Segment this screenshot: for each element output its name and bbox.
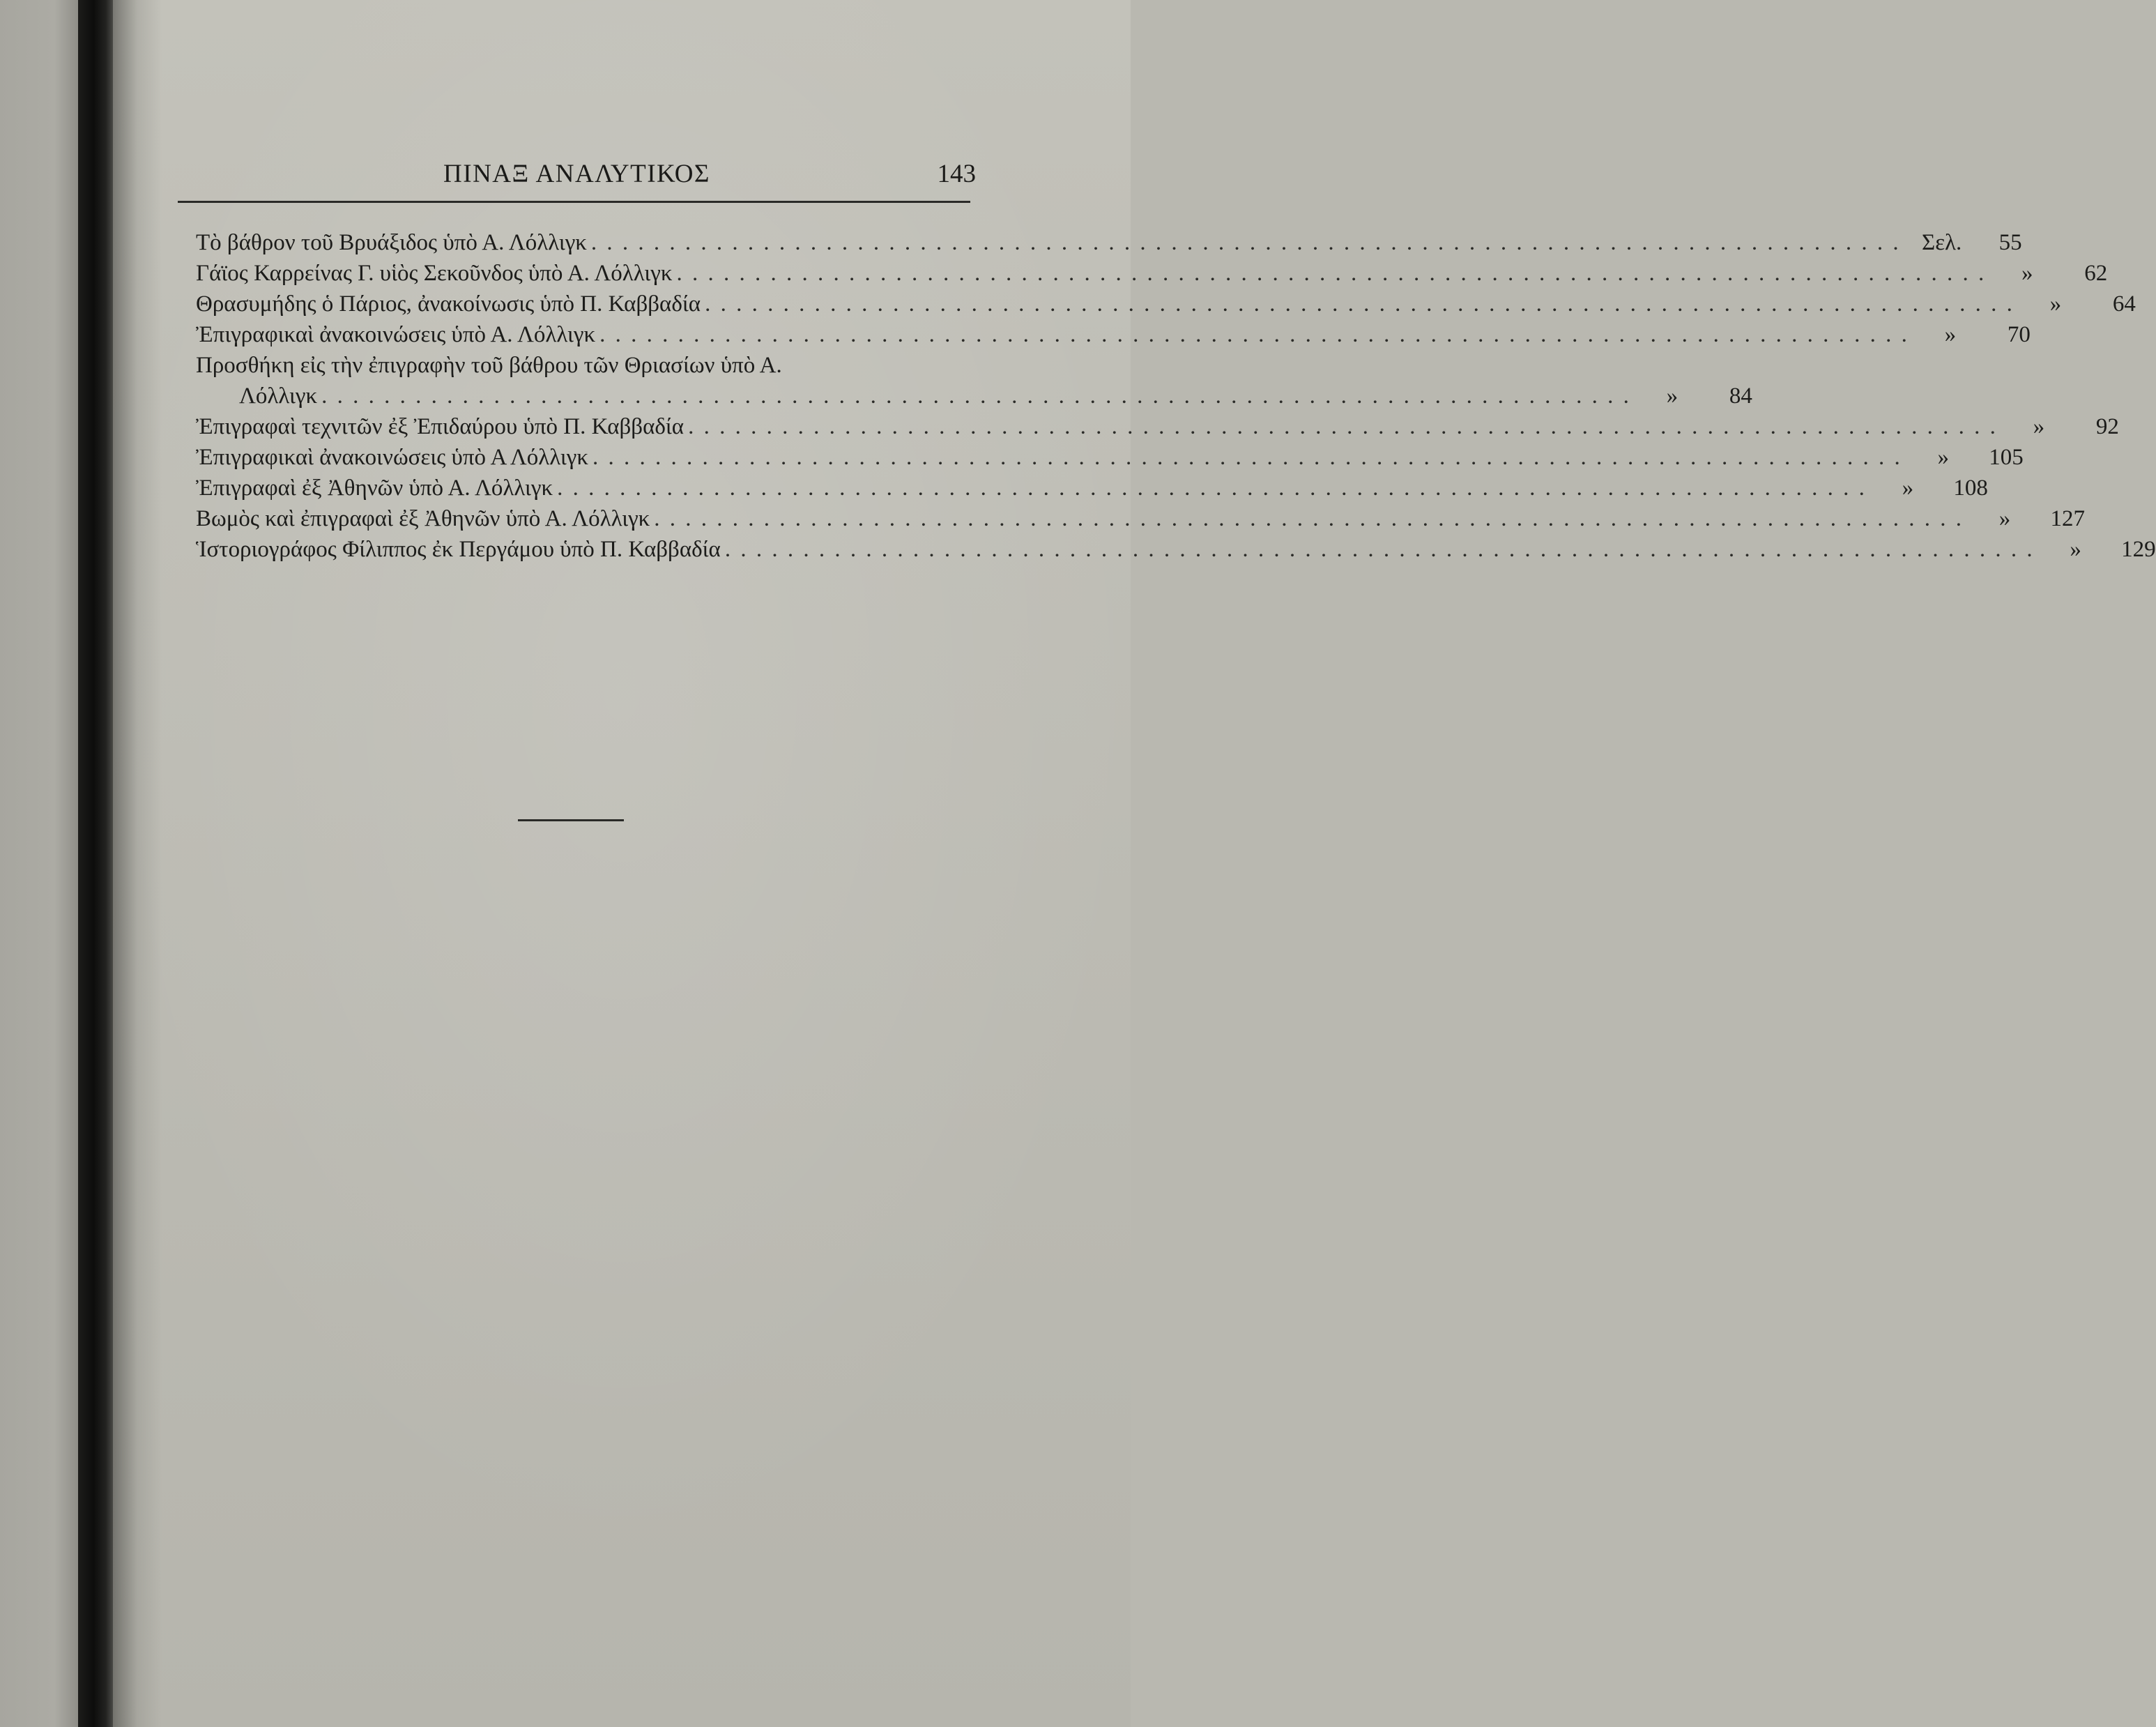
- toc-page-number: 92: [2095, 414, 2119, 439]
- toc-entry-line: [196, 258, 2108, 289]
- toc-entry-line: [196, 381, 1752, 411]
- toc-page-number: 70: [2007, 322, 2031, 347]
- toc-page-prefix: »: [1944, 322, 1957, 347]
- toc-entry-line: [196, 319, 2031, 350]
- toc-entry-title: Τὸ βάθρον τοῦ Βρυάξιδος ὑπὸ Α. Λόλλιγκ: [196, 230, 587, 255]
- toc-entry-title: Ἐπιγραφαὶ ἐξ Ἀθηνῶν ὑπὸ Α. Λόλλιγκ: [196, 476, 553, 501]
- dot-leader: . . . . . . . . . . . . . . . . . . . . . . . . . . . . . . . . . . . . . . . . . . . . . . . . . . . . . . . . . . . . . . . . . . . . . . . . . . . . . . . . . . . .: [592, 445, 1902, 470]
- toc-entry: [196, 227, 2022, 258]
- binding-gutter: [78, 0, 113, 1727]
- toc-page-number: 127: [2050, 506, 2086, 531]
- toc-page-prefix: »: [1937, 445, 1949, 470]
- running-head: [178, 159, 976, 194]
- dot-leader: . . . . . . . . . . . . . . . . . . . . . . . . . . . . . . . . . . . . . . . . . . . . . . . . . . . . . . . . . . . . . . . . . . . . . . . . . . . . . . . . . . . .: [557, 476, 1867, 501]
- toc-entry: [196, 350, 1752, 411]
- toc-entry-line: [196, 442, 2024, 473]
- toc-entry-line: [196, 473, 1988, 503]
- toc-entry-line: [196, 411, 2119, 442]
- toc-entry-line: [196, 503, 2086, 534]
- toc-entry: [196, 411, 2119, 442]
- toc-page-prefix: »: [1666, 383, 1679, 409]
- toc-entry-line: [196, 227, 2022, 258]
- table-of-contents: [196, 227, 2156, 565]
- toc-entry-title: Ἐπιγραφαὶ τεχνιτῶν ἐξ Ἐπιδαύρου ὑπὸ Π. Καββαδία: [196, 414, 685, 439]
- toc-page-number: 105: [1989, 445, 2024, 470]
- toc-entry-line: [196, 350, 980, 381]
- toc-entry-title: Λόλλιγκ: [239, 383, 318, 409]
- dot-leader: . . . . . . . . . . . . . . . . . . . . . . . . . . . . . . . . . . . . . . . . . . . . . . . . . . . . . . . . . . . . . . . . . . . . . . . . . . . . . . . . . . . .: [724, 537, 2035, 562]
- dot-leader: . . . . . . . . . . . . . . . . . . . . . . . . . . . . . . . . . . . . . . . . . . . . . . . . . . . . . . . . . . . . . . . . . . . . . . . . . . . . . . . . . . . .: [705, 291, 2014, 317]
- dot-leader: . . . . . . . . . . . . . . . . . . . . . . . . . . . . . . . . . . . . . . . . . . . . . . . . . . . . . . . . . . . . . . . . . . . . . . . . . . . . . . . . . . . .: [321, 383, 1631, 409]
- toc-page-prefix: »: [1902, 476, 1914, 501]
- toc-entry-title: Ἱστοριογράφος Φίλιππος ἐκ Περγάμου ὑπὸ Π. Καββαδία: [196, 537, 721, 562]
- toc-page-number: 129: [2121, 537, 2156, 562]
- closing-rule: [518, 819, 624, 821]
- toc-entry-line: [196, 534, 2156, 565]
- dot-leader: . . . . . . . . . . . . . . . . . . . . . . . . . . . . . . . . . . . . . . . . . . . . . . . . . . . . . . . . . . . . . . . . . . . . . . . . . . . . . . . . . . . .: [676, 261, 1987, 286]
- toc-entry: [196, 473, 1988, 503]
- page-content: [178, 0, 2156, 1727]
- toc-entry-title: Θρασυμήδης ὁ Πάριος, ἀνακοίνωσις ὑπὸ Π. Καββαδία: [196, 291, 701, 317]
- toc-entry: [196, 258, 2108, 289]
- dot-leader: . . . . . . . . . . . . . . . . . . . . . . . . . . . . . . . . . . . . . . . . . . . . . . . . . . . . . . . . . . . . . . . . . . . . . . . . . . . . . . . . . . . .: [590, 230, 1901, 255]
- header-rule: [178, 201, 970, 203]
- toc-entry-title: Βωμὸς καὶ ἐπιγραφαὶ ἐξ Ἀθηνῶν ὑπὸ Α. Λόλλιγκ: [196, 506, 650, 531]
- toc-entry: [196, 534, 2156, 565]
- dot-leader: . . . . . . . . . . . . . . . . . . . . . . . . . . . . . . . . . . . . . . . . . . . . . . . . . . . . . . . . . . . . . . . . . . . . . . . . . . . . . . . . . . . .: [599, 322, 1909, 347]
- toc-entry-title: Ἐπιγραφικαὶ ἀνακοινώσεις ὑπὸ Α. Λόλλιγκ: [196, 322, 596, 347]
- toc-page-number: 62: [2084, 261, 2108, 286]
- toc-page-number: 108: [1953, 476, 1988, 501]
- toc-entry: [196, 319, 2031, 350]
- page-number: 143: [937, 160, 976, 188]
- toc-entry-title: Προσθήκη εἰς τὴν ἐπιγραφὴν τοῦ βάθρου τῶν Θριασίων ὑπὸ Α.: [196, 353, 782, 378]
- toc-entry: [196, 442, 2024, 473]
- dot-leader: . . . . . . . . . . . . . . . . . . . . . . . . . . . . . . . . . . . . . . . . . . . . . . . . . . . . . . . . . . . . . . . . . . . . . . . . . . . . . . . . . . . .: [688, 414, 1998, 439]
- toc-page-number: 55: [1998, 230, 2022, 255]
- toc-page-prefix: »: [2049, 291, 2062, 317]
- toc-page-prefix: »: [2021, 261, 2033, 286]
- gutter-shadow: [113, 0, 162, 1727]
- toc-entry: [196, 503, 2086, 534]
- toc-entry-title: Ἐπιγραφικαὶ ἀνακοινώσεις ὑπὸ Α Λόλλιγκ: [196, 445, 588, 470]
- toc-page-prefix: Σελ.: [1921, 230, 1962, 255]
- toc-entry-line: [196, 289, 2136, 319]
- left-cover-edge: [0, 0, 78, 1727]
- toc-page-number: 84: [1729, 383, 1752, 409]
- toc-entry: [196, 289, 2136, 319]
- toc-page-prefix: »: [1998, 506, 2011, 531]
- toc-page-number: 64: [2112, 291, 2136, 317]
- dot-leader: . . . . . . . . . . . . . . . . . . . . . . . . . . . . . . . . . . . . . . . . . . . . . . . . . . . . . . . . . . . . . . . . . . . . . . . . . . . . . . . . . . . .: [654, 506, 1964, 531]
- page-title: ΠΙΝΑΞ ΑΝΑΛΥΤΙΚΟΣ: [443, 160, 710, 188]
- toc-page-prefix: »: [2070, 537, 2081, 562]
- toc-page-prefix: »: [2033, 414, 2045, 439]
- toc-entry-title: Γάϊος Καρρείνας Γ. υἱὸς Σεκοῦνδος ὑπὸ Α. Λόλλιγκ: [196, 261, 673, 286]
